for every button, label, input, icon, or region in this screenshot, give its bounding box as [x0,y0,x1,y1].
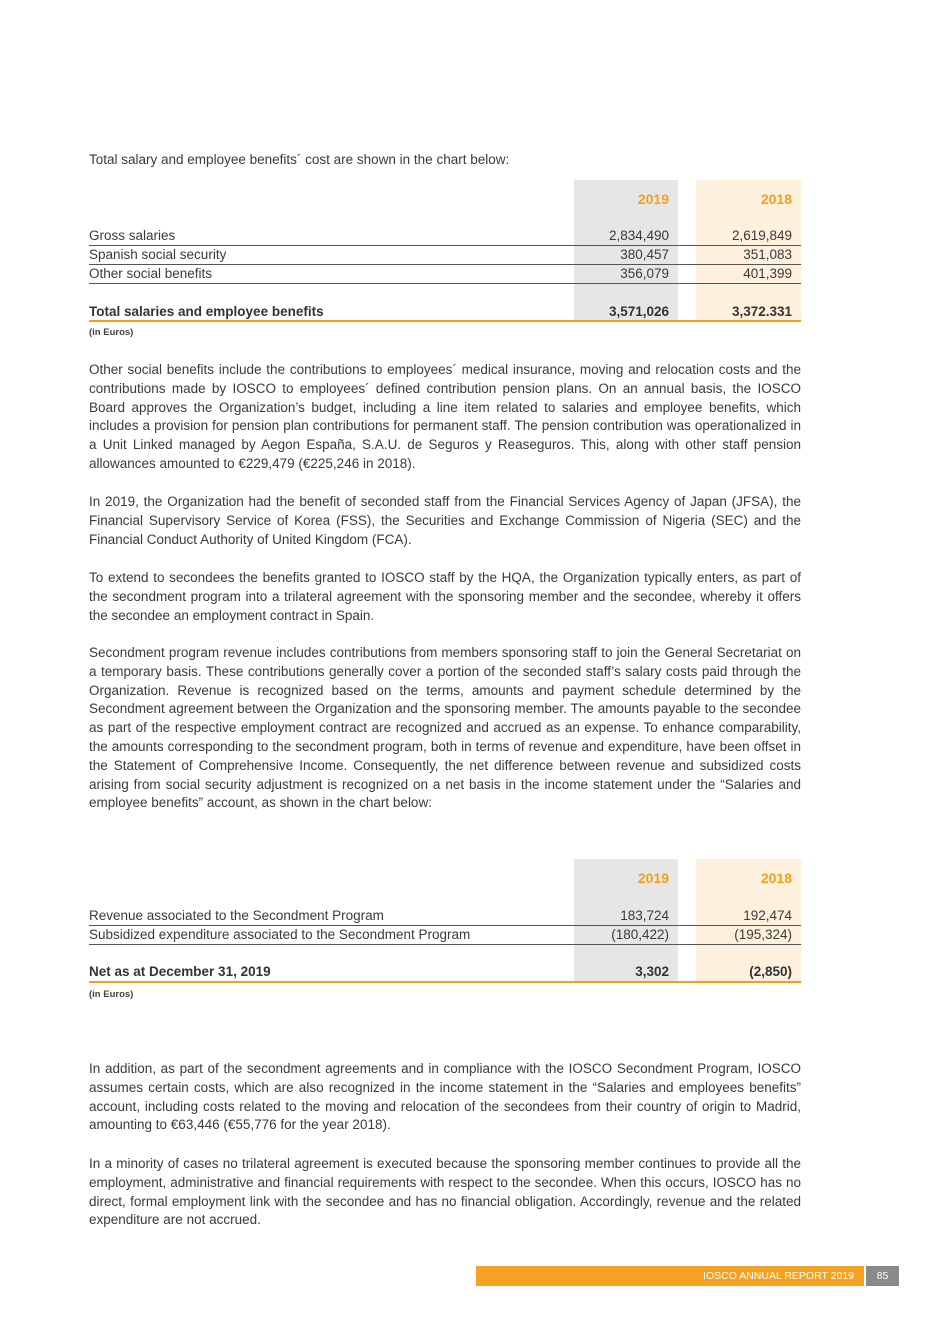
total-2019: 3,302 [635,964,669,979]
table-row [89,926,801,944]
table-row [89,246,801,264]
total-underline [89,320,801,322]
row-label: Other social benefits [89,266,213,281]
row-label: Revenue associated to the Secondment Program [89,908,384,923]
intro-text: Total salary and employee benefits´ cost are shown in the chart below: [89,152,510,167]
row-label: Subsidized expenditure associated to the Secondment Program [89,927,471,942]
page-number: 85 [866,1266,899,1286]
paragraph: In a minority of cases no trilateral agreement is executed because the sponsoring member continues to provide all the employment, administrative and financial requirements with respect to the secondee. When this occurs, IOSCO has no direct, formal employment link with the secondee and has no financial obligation. Accordingly, revenue and the related expenditure are not accrued. [89,1156,801,1228]
header-2018: 2018 [760,870,792,886]
value-2018: (195,324) [734,927,792,942]
value-2018: 351,083 [743,247,792,262]
row-label: Spanish social security [89,247,227,262]
salary-table [89,180,801,340]
footer-bar [476,1266,864,1286]
total-row [89,303,801,321]
secondment-table [89,859,801,1004]
row-label: Gross salaries [89,228,176,243]
paragraph: In 2019, the Organization had the benefit of seconded staff from the Financial Services Agency of Japan (JFSA), the Financial Supervisory Service of Korea (FSS), the Securities and Exchange Commission of Nigeria (SEC) and the Financial Conduct Authority of United Kingdom (FCA). [89,494,801,547]
value-2018: 2,619,849 [731,228,792,243]
total-label: Total salaries and employee benefits [89,304,324,319]
table-row [89,265,801,283]
value-2019: 2,834,490 [608,228,669,243]
paragraph: To extend to secondees the benefits granted to IOSCO staff by the HQA, the Organization typically enters, as part of the secondment program into a trilateral agreement with the sponsoring member and the secondee, whereby it offers the secondee an employment contract in Spain. [89,570,801,623]
value-2018: 401,399 [743,266,792,281]
header-2019: 2019 [637,870,669,886]
footer-title: IOSCO ANNUAL REPORT 2019 [703,1270,854,1282]
total-2019: 3,571,026 [608,304,669,319]
value-2019: 183,724 [620,908,669,923]
paragraph: In addition, as part of the secondment agreements and in compliance with the IOSCO Secondment Program, IOSCO assumes certain costs, which are also recognized in the income statement in the “Salaries and employees benefits” account, including costs related to the moving and relocation of the secondees from their country of origin to Madrid, amounting to €63,446 (€55,776 for the year 2018). [89,1061,801,1133]
row-divider [89,283,801,284]
total-underline [89,981,801,983]
paragraph: Secondment program revenue includes contributions from members sponsoring staff to join the General Secretariat on a temporary basis. These contributions generally cover a portion of the seconded staff’s salary costs paid through the Organization. Revenue is recognized based on the terms, amounts and payment schedule determined by the Secondment agreement between the Organization and the sponsoring member. The amounts payable to the secondee as part of the respective employment contract are recognized and accrued as an expense. To enhance comparability, the amounts corresponding to the secondment program, both in terms of revenue and expenditure, have been offset in the Statement of Comprehensive Income. Consequently, the net difference between revenue and subsidized costs arising from social security adjustment is recognized on a net basis in the income statement under the “Salaries and employee benefits” account, as shown in the chart below: [89,645,801,811]
value-2019: (180,422) [611,927,669,942]
total-label: Net as at December 31, 2019 [89,964,271,979]
total-row [89,963,801,981]
unit-note: (in Euros) [89,989,134,1000]
total-2018: 3,372.331 [731,304,792,319]
paragraph: Other social benefits include the contributions to employees´ medical insurance, moving and relocation costs and the contributions made by IOSCO to employees´ defined contribution pension plans. On an annual basis, the IOSCO Board approves the Organization’s budget, including a line item related to salaries and employee benefits, which includes a provision for pension plan contributions for permanent staff. The pension contribution was operationalized in a Unit Linked managed by Aegon España, S.A.U. de Seguros y Reaseguros. This, along with other staff pension allowances amounted to €229,479 (€225,246 in 2018). [89,362,801,471]
table-row [89,907,801,925]
value-2019: 356,079 [620,266,669,281]
value-2019: 380,457 [620,247,669,262]
row-divider [89,944,801,945]
total-2018: (2,850) [749,964,792,979]
table-row [89,227,801,245]
unit-note: (in Euros) [89,327,134,338]
header-2018: 2018 [760,191,792,207]
value-2018: 192,474 [743,908,792,923]
header-2019: 2019 [637,191,669,207]
